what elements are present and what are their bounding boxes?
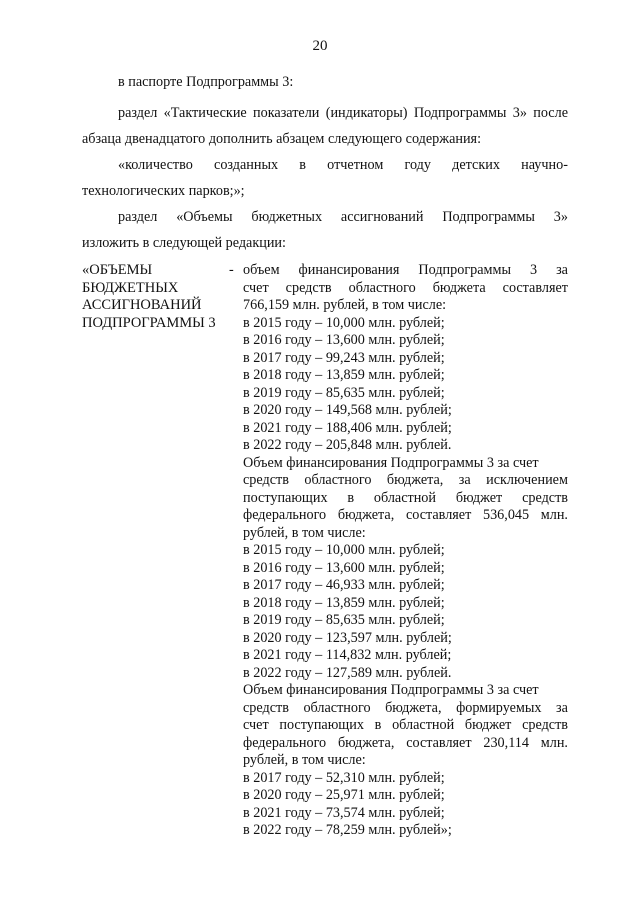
word: областного: [303, 699, 371, 716]
word: составляет: [406, 734, 472, 751]
word: бюджета,: [337, 734, 395, 751]
block3-line3: [243, 717, 568, 735]
page-number: 20: [312, 38, 328, 54]
block1-line3: 766,159 млн. рублей, в том числе:: [243, 297, 447, 313]
block3-year: в 2020 году – 25,971 млн. рублей;: [243, 787, 445, 803]
section1-line2: абзаца двенадцатого дополнить абзацем следующего содержания:: [82, 131, 482, 147]
block2-year: в 2017 году – 46,933 млн. рублей;: [243, 577, 445, 593]
block1-year: в 2017 году – 99,243 млн. рублей;: [243, 349, 445, 366]
quote-word: отчетном: [327, 157, 384, 173]
word: в: [374, 717, 382, 733]
block3-year: в 2017 году – 52,310 млн. рублей;: [243, 769, 445, 786]
quote-word: детских: [452, 157, 500, 173]
quote-word: году: [404, 157, 431, 173]
word: млн.: [540, 734, 568, 751]
block3-year: в 2022 году – 78,259 млн. рублей»;: [243, 822, 452, 838]
block2-year: в 2018 году – 13,859 млн. рублей;: [243, 594, 445, 611]
table-content-column: [243, 262, 568, 840]
block2-year: в 2022 году – 127,589 млн. рублей.: [243, 664, 452, 681]
block2-year: в 2020 году – 123,597 млн. рублей;: [243, 629, 452, 646]
table-label-line: АССИГНОВАНИЙ: [82, 297, 202, 313]
section2-line2: изложить в следующей редакции:: [82, 235, 286, 251]
word: за: [556, 699, 568, 716]
block1-year: в 2016 году – 13,600 млн. рублей;: [243, 332, 445, 348]
block1-line1: [243, 262, 568, 280]
block2-year: в 2019 году – 85,635 млн. рублей;: [243, 612, 445, 628]
quote-word: в: [299, 157, 306, 173]
word: счет: [243, 279, 269, 296]
quote-word: «количество: [118, 157, 193, 173]
word: средств: [243, 472, 289, 488]
word: областного: [348, 279, 416, 296]
word: бюджет: [455, 489, 503, 506]
block2-year: в 2016 году – 13,600 млн. рублей;: [243, 559, 445, 576]
quote-word: созданных: [214, 157, 279, 173]
word: объем: [243, 262, 280, 278]
block1-year: в 2022 году – 205,848 млн. рублей.: [243, 437, 452, 453]
table-dash: -: [229, 262, 234, 278]
word: 230,114: [483, 734, 529, 751]
word: средств: [243, 699, 289, 716]
word: счет: [243, 717, 269, 733]
section2-word: ассигнований: [340, 209, 424, 225]
block1-year: в 2015 году – 10,000 млн. рублей;: [243, 314, 445, 331]
block2-line1: Объем финансирования Подпрограммы 3 за счет: [243, 454, 539, 471]
word: составляет: [502, 279, 568, 296]
section2-word: «Объемы: [176, 209, 233, 225]
quote-paragraph: [82, 152, 568, 204]
block3-line1: Объем финансирования Подпрограммы 3 за счет: [243, 682, 539, 698]
word: бюджета: [432, 279, 486, 296]
word: 3: [530, 262, 538, 278]
table-label-line: ПОДПРОГРАММЫ 3: [82, 314, 216, 331]
block1-year: в 2018 году – 13,859 млн. рублей;: [243, 367, 445, 383]
block3-line2: [243, 700, 568, 718]
word: средств: [522, 717, 568, 733]
word: исключением: [486, 472, 568, 488]
block2-line2: [243, 472, 568, 490]
section1-paragraph: [82, 100, 568, 152]
word: федерального: [243, 734, 327, 751]
word: Подпрограммы: [418, 262, 512, 278]
word: за: [556, 262, 568, 278]
word: областного: [304, 472, 372, 488]
word: федерального: [243, 507, 327, 523]
block3-line4: [243, 735, 568, 753]
section2-word: Подпрограммы: [442, 209, 535, 225]
quote-line2: технологических парков;»;: [82, 183, 245, 199]
word: областной: [373, 489, 436, 506]
word: бюджет: [464, 717, 512, 733]
word: в: [347, 489, 355, 506]
word: областной: [392, 717, 455, 733]
block2-line4: [243, 507, 568, 525]
section2-paragraph: [82, 204, 568, 256]
section2-word: 3»: [553, 209, 568, 225]
table-label-line: «ОБЪЕМЫ: [82, 262, 153, 278]
section1-line1: раздел «Тактические показатели (индикаторы) Подпрограммы 3» после: [118, 105, 568, 121]
block3-year: в 2021 году – 73,574 млн. рублей;: [243, 804, 445, 821]
word: поступающих: [243, 489, 328, 506]
word: составляет: [405, 507, 472, 523]
word: 536,045: [482, 507, 530, 523]
block1-year: в 2019 году – 85,635 млн. рублей;: [243, 384, 445, 401]
word: средств: [522, 489, 568, 506]
quote-line1: [82, 152, 568, 178]
word: бюджета,: [385, 699, 442, 716]
section2-word: раздел: [118, 209, 158, 225]
section2-word: бюджетных: [251, 209, 323, 225]
block3-line5: рублей, в том числе:: [243, 752, 366, 768]
word: финансирования: [298, 262, 400, 278]
table-label-column: [82, 262, 232, 332]
word: поступающих: [279, 717, 364, 733]
block2-year: в 2015 году – 10,000 млн. рублей;: [243, 542, 445, 558]
block2-year: в 2021 году – 114,832 млн. рублей;: [243, 647, 452, 663]
section2-line1: [82, 204, 568, 230]
word: бюджета,: [386, 472, 444, 488]
quote-word: научно-: [521, 157, 568, 173]
word: формируемых: [456, 699, 542, 716]
block1-year: в 2020 году – 149,568 млн. рублей;: [243, 402, 452, 418]
block1-year: в 2021 году – 188,406 млн. рублей;: [243, 419, 452, 436]
word: средств: [285, 279, 332, 296]
word: за: [458, 472, 471, 488]
word: млн.: [540, 507, 568, 523]
intro-paragraph: [82, 74, 568, 92]
block2-line3: [243, 490, 568, 508]
block1-line2: [243, 280, 568, 298]
table-label-line: БЮДЖЕТНЫХ: [82, 279, 179, 296]
word: бюджета,: [337, 507, 395, 523]
block2-line5: рублей, в том числе:: [243, 524, 366, 541]
intro-line: в паспорте Подпрограммы 3:: [118, 74, 294, 90]
